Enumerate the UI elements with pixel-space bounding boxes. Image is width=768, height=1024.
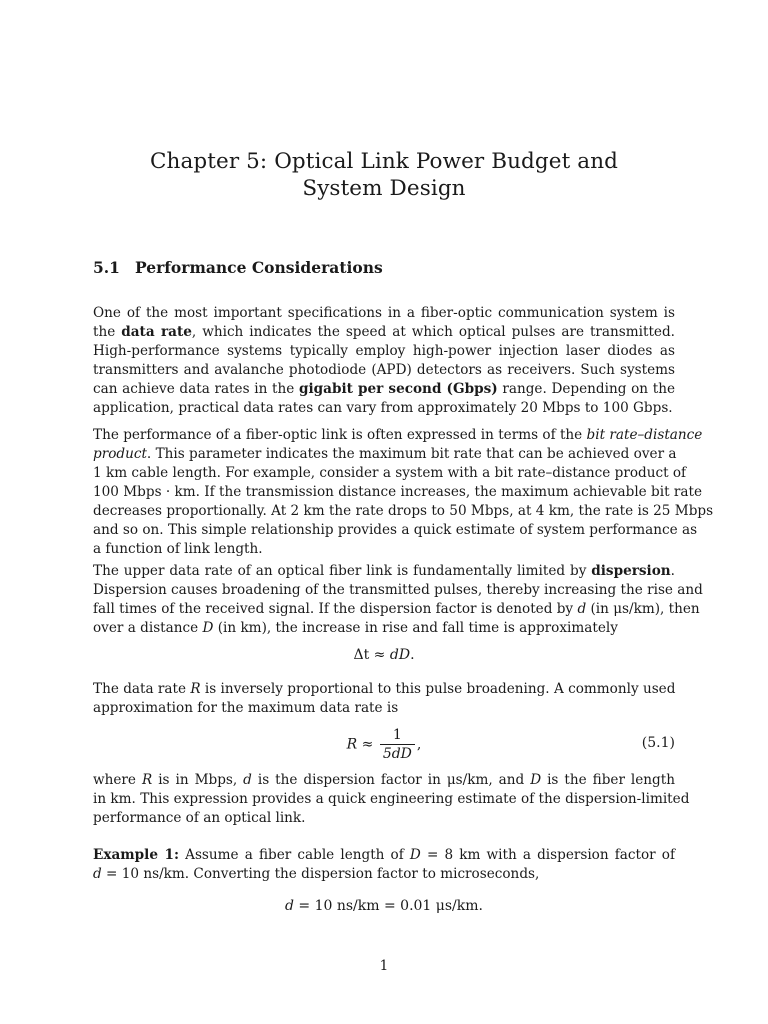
text-line: product. This parameter indicates the maximum bit rate that can be achieved over a: [93, 446, 677, 462]
section-number: 5.1: [93, 258, 120, 277]
equation-conversion: d = 10 ns/km = 0.01 μs/km.: [284, 898, 483, 914]
chapter-title-line-1: Chapter 5: Optical Link Power Budget and: [149, 149, 619, 174]
italic-term: product: [93, 446, 147, 462]
example-label: Example 1:: [93, 847, 179, 863]
text-line: the data rate, which indicates the speed at which optical pulses are transmitted.: [93, 324, 676, 340]
text-line: The performance of a fiber-optic link is often expressed in terms of the bit rate–distance: [93, 427, 703, 443]
text-line: One of the most important specifications in a fiber-optic communication system is: [93, 305, 675, 321]
text-line: The upper data rate of an optical fiber link is fundamentally limited by dispersion.: [93, 563, 675, 579]
italic-term: bit rate–distance: [586, 427, 703, 443]
text-line: decreases proportionally. At 2 km the rate drops to 50 Mbps, at 4 km, the rate is 25 Mbps: [93, 503, 714, 519]
document-page: [93, 0, 714, 1024]
text-line: over a distance D (in km), the increase in rise and fall time is approximately: [93, 620, 618, 636]
bold-term: dispersion: [591, 563, 671, 579]
text-line: 100 Mbps · km. If the transmission distance increases, the maximum achievable bit rate: [93, 484, 702, 500]
text-line: in km. This expression provides a quick engineering estimate of the dispersion-limited: [93, 791, 690, 807]
page-number: 1: [379, 958, 389, 974]
text-line: fall times of the received signal. If the dispersion factor is denoted by d (in μs/km), then: [93, 601, 700, 617]
paragraph-where: [93, 771, 690, 828]
section-title: Performance Considerations: [135, 258, 383, 277]
text-line: can achieve data rates in the gigabit per second (Gbps) range. Depending on the: [93, 381, 675, 397]
text-line: High-performance systems typically employ high-power injection laser diodes as: [93, 343, 675, 359]
text-line: Dispersion causes broadening of the transmitted pulses, thereby increasing the rise and: [93, 582, 703, 598]
text-line: 1 km cable length. For example, consider a system with a bit rate–distance product of: [93, 465, 687, 481]
text-line: and so on. This simple relationship provides a quick estimate of system performance as: [93, 522, 698, 538]
fraction: $\frac{1}{5dD}$: [380, 726, 415, 763]
text-line: performance of an optical link.: [93, 810, 306, 826]
text-line: a function of link length.: [93, 541, 263, 557]
section-heading: [93, 258, 383, 277]
bold-term: data rate: [121, 324, 192, 340]
equation-5-1: R ≈ $\frac{1}{5dD}$ , (5.1): [346, 727, 675, 762]
equation-number: (5.1): [641, 735, 675, 751]
text-line: d = 10 ns/km. Converting the dispersion factor to microseconds,: [93, 866, 540, 882]
paragraph-data-rate: [93, 304, 675, 418]
chapter-title: [93, 148, 675, 202]
text-line: approximation for the maximum data rate is: [93, 700, 399, 716]
text-line: The data rate R is inversely proportional to this pulse broadening. A commonly used: [93, 681, 676, 697]
paragraph-data-rate-approx: [93, 680, 675, 718]
bold-term: gigabit per second (Gbps): [298, 381, 498, 397]
text-line: application, practical data rates can vary from approximately 20 Mbps to 100 Gbps.: [93, 400, 673, 416]
paragraph-dispersion: [93, 562, 703, 638]
chapter-title-line-2: System Design: [302, 176, 466, 201]
text-line: transmitters and avalanche photodiode (APD) detectors as receivers. Such systems: [93, 362, 675, 378]
equation-rise-time: Δt ≈ dD.: [353, 647, 415, 663]
text-line: Example 1: Assume a fiber cable length of D = 8 km with a dispersion factor of: [93, 847, 675, 863]
text-line: where R is in Mbps, d is the dispersion factor in μs/km, and D is the fiber length: [93, 772, 675, 788]
example-1: [93, 846, 675, 884]
paragraph-bit-rate-distance: [93, 426, 714, 559]
